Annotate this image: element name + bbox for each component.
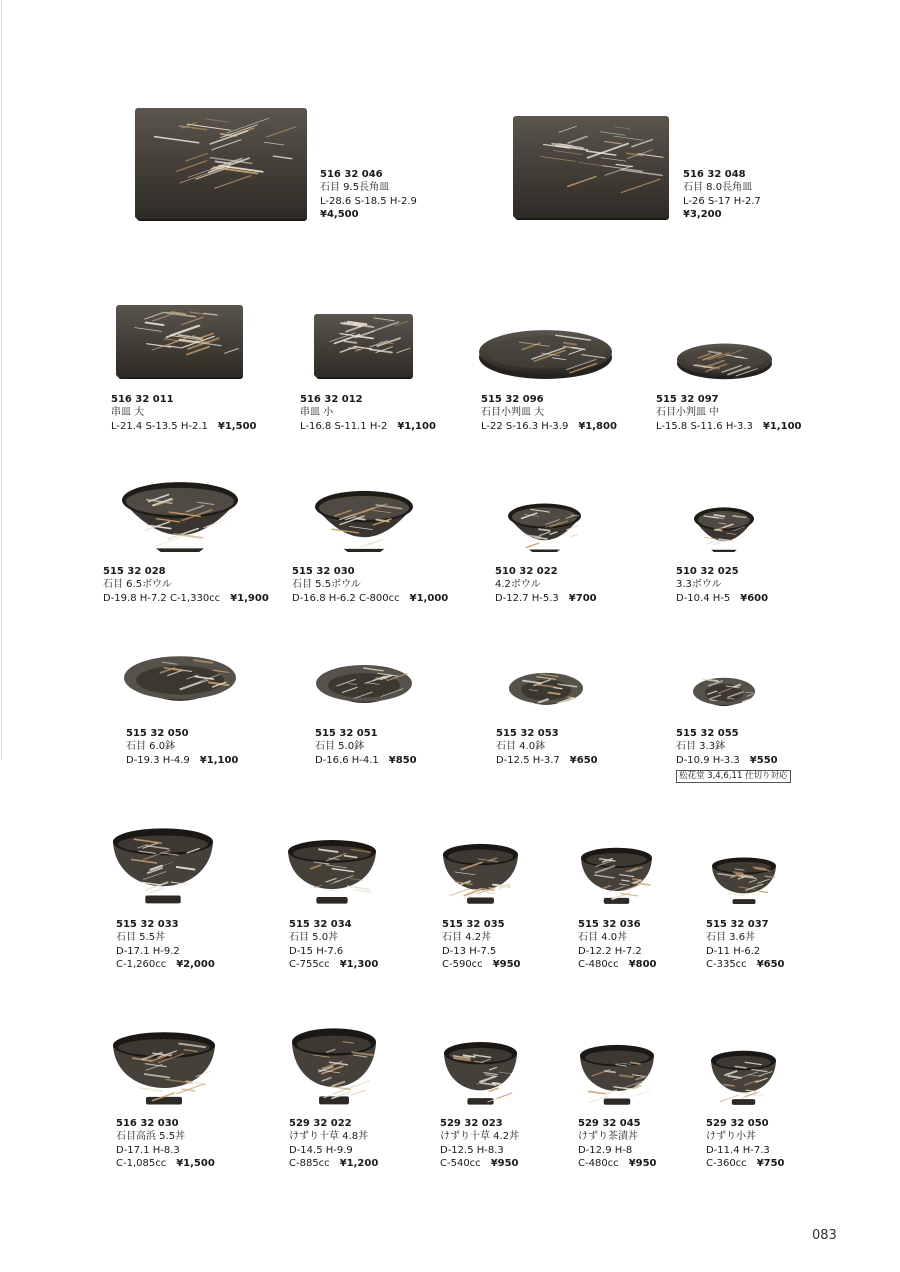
product-photo: [691, 677, 757, 715]
product-photo: [513, 116, 671, 222]
product-info: [683, 168, 761, 222]
product-size: D-10.9 H-3.3: [676, 754, 740, 766]
product-capacity: C-590cc: [442, 959, 483, 971]
product-code: 515 32 097: [656, 394, 719, 405]
product-image: [579, 846, 654, 905]
product-name: 石目 4.0鉢: [496, 741, 546, 753]
product-price: ¥600: [740, 592, 769, 604]
product-info: [300, 393, 436, 433]
product-code: 515 32 055: [676, 728, 739, 739]
product-info: [315, 727, 417, 767]
product-image: [506, 502, 583, 552]
product-code: 515 32 050: [126, 728, 189, 739]
product-price: ¥1,500: [217, 420, 257, 432]
product-capacity: C-755cc: [289, 959, 330, 971]
product-size: D-12.5 H-8.3: [440, 1144, 504, 1156]
product-image: [676, 342, 773, 380]
product-name: 石目 8.0長角皿: [683, 182, 753, 194]
product-name: 石目 4.2丼: [442, 932, 492, 944]
product-price: ¥1,100: [762, 420, 802, 432]
product-photo: [676, 342, 773, 380]
product-capacity: C-480cc: [578, 1158, 619, 1170]
product-info: [292, 565, 448, 605]
product-code: 510 32 025: [676, 566, 739, 577]
product-name: 石目高浜 5.5丼: [116, 1131, 186, 1143]
product-price: ¥1,000: [409, 592, 449, 604]
product-info: [116, 918, 215, 972]
product-code: 516 32 030: [116, 1118, 179, 1129]
product-photo: [314, 314, 415, 381]
product-name: 石目 5.0鉢: [315, 741, 365, 753]
product-name: 石目 3.3鉢: [676, 741, 726, 753]
product-name: 串皿 小: [300, 407, 334, 419]
product-code: 515 32 033: [116, 919, 179, 930]
product-name: 石目 6.0鉢: [126, 741, 176, 753]
product-photo: [692, 506, 756, 552]
product-image: [313, 489, 415, 552]
product-info: [578, 1117, 657, 1171]
product-name: けずり小丼: [706, 1131, 756, 1143]
product-image: [691, 677, 757, 715]
product-photo: [286, 838, 378, 905]
product-size: L-22 S-16.3 H-3.9: [481, 420, 569, 432]
product-name: 石目 3.6丼: [706, 932, 756, 944]
divider-compat-note: 松花堂 3,4,6,11 仕切り対応: [676, 770, 791, 783]
product-image: [314, 664, 414, 715]
product-price: ¥1,300: [339, 959, 379, 971]
product-capacity: C-480cc: [578, 959, 619, 971]
product-code: 515 32 051: [315, 728, 378, 739]
product-photo: [478, 328, 613, 380]
product-image: [709, 1049, 778, 1106]
product-image: [120, 480, 240, 552]
product-capacity: C-1,260cc: [116, 959, 167, 971]
product-name: 串皿 大: [111, 407, 145, 419]
product-code: 516 32 046: [320, 169, 383, 180]
product-info: [116, 1117, 215, 1171]
product-info: [495, 565, 597, 605]
product-size: D-15 H-7.6: [289, 945, 344, 957]
product-code: 515 32 037: [706, 919, 769, 930]
product-size: D-12.2 H-7.2: [578, 945, 642, 957]
product-image: [122, 655, 238, 715]
product-info: [656, 393, 801, 433]
product-code: 515 32 028: [103, 566, 166, 577]
product-size: D-12.7 H-5.3: [495, 592, 559, 604]
product-image: [441, 842, 520, 905]
product-info: [126, 727, 238, 767]
product-image: [578, 1043, 656, 1106]
product-photo: [313, 489, 415, 552]
product-size: D-10.4 H-5: [676, 592, 731, 604]
product-price: ¥550: [749, 754, 778, 766]
product-code: 515 32 034: [289, 919, 352, 930]
product-size: D-11.4 H-7.3: [706, 1144, 770, 1156]
product-price: ¥750: [756, 1158, 785, 1170]
product-size: D-16.8 H-6.2 C-800cc: [292, 592, 400, 604]
product-price: ¥950: [490, 1158, 519, 1170]
product-price: ¥1,100: [199, 754, 239, 766]
product-size: D-12.9 H-8: [578, 1144, 633, 1156]
product-code: 529 32 022: [289, 1118, 352, 1129]
product-image: [478, 328, 613, 380]
product-photo: [441, 842, 520, 905]
product-price: ¥950: [628, 1158, 657, 1170]
product-size: D-17.1 H-8.3: [116, 1144, 180, 1156]
product-capacity: C-540cc: [440, 1158, 481, 1170]
product-size: D-12.5 H-3.7: [496, 754, 560, 766]
product-image: [290, 1026, 378, 1106]
product-info: [442, 918, 521, 972]
product-info: [706, 918, 785, 972]
product-name: 石目 5.5ボウル: [292, 579, 361, 591]
product-code: 529 32 023: [440, 1118, 503, 1129]
product-image: [507, 672, 585, 715]
product-image: [513, 116, 671, 222]
product-size: D-17.1 H-9.2: [116, 945, 180, 957]
product-price: ¥1,100: [397, 420, 436, 432]
product-info: [111, 393, 256, 433]
product-capacity: C-335cc: [706, 959, 747, 971]
product-price: ¥1,900: [230, 592, 269, 604]
product-image: [286, 838, 378, 905]
product-code: 516 32 012: [300, 394, 363, 405]
product-name: けずり茶漬丼: [578, 1131, 638, 1143]
product-price: ¥650: [756, 959, 785, 971]
product-price: ¥800: [628, 959, 657, 971]
product-info: [103, 565, 269, 605]
product-image: [710, 856, 778, 905]
product-photo: [135, 108, 309, 223]
product-info: [706, 1117, 785, 1171]
product-photo: [709, 1049, 778, 1106]
product-size: L-15.8 S-11.6 H-3.3: [656, 420, 753, 432]
product-code: 516 32 048: [683, 169, 746, 180]
product-size: L-16.8 S-11.1 H-2: [300, 420, 388, 432]
product-name: 石目 6.5ボウル: [103, 579, 172, 591]
product-name: けずり十草 4.2丼: [440, 1131, 520, 1143]
product-code: 510 32 022: [495, 566, 558, 577]
product-size: L-28.6 S-18.5 H-2.9: [320, 195, 417, 207]
product-image: [692, 506, 756, 552]
product-info: [289, 918, 378, 972]
product-code: 529 32 050: [706, 1118, 769, 1129]
product-name: 石目 9.5長角皿: [320, 182, 390, 194]
product-photo: [710, 856, 778, 905]
product-photo: [442, 1040, 519, 1106]
product-image: [314, 314, 415, 381]
product-photo: [314, 664, 414, 715]
product-price: ¥1,500: [176, 1158, 215, 1170]
product-image: [111, 826, 215, 905]
product-info: [676, 727, 791, 783]
product-capacity: C-360cc: [706, 1158, 747, 1170]
product-image: [442, 1040, 519, 1106]
product-capacity: C-1,085cc: [116, 1158, 167, 1170]
product-price: ¥1,200: [339, 1158, 379, 1170]
product-size: D-19.3 H-4.9: [126, 754, 190, 766]
product-code: 515 32 035: [442, 919, 505, 930]
product-size: D-14.5 H-9.9: [289, 1144, 353, 1156]
product-info: [578, 918, 657, 972]
product-size: L-21.4 S-13.5 H-2.1: [111, 420, 208, 432]
product-info: [320, 168, 417, 222]
product-price: ¥3,200: [683, 209, 722, 221]
product-code: 515 32 036: [578, 919, 641, 930]
product-size: D-16.6 H-4.1: [315, 754, 379, 766]
product-code: 515 32 096: [481, 394, 544, 405]
product-price: ¥700: [568, 592, 597, 604]
product-photo: [579, 846, 654, 905]
product-photo: [507, 672, 585, 715]
product-price: ¥1,800: [578, 420, 617, 432]
product-photo: [122, 655, 238, 715]
product-price: ¥850: [388, 754, 417, 766]
product-info: [289, 1117, 378, 1171]
page-number: 083: [812, 1228, 837, 1243]
product-size: D-19.8 H-7.2 C-1,330cc: [103, 592, 221, 604]
product-name: 3.3ボウル: [676, 579, 722, 591]
product-photo: [120, 480, 240, 552]
product-photo: [116, 305, 245, 381]
product-image: [116, 305, 245, 381]
product-name: 石目 5.5丼: [116, 932, 166, 944]
page-edge-line: [1, 0, 2, 760]
product-photo: [111, 1030, 217, 1106]
product-price: ¥650: [569, 754, 598, 766]
product-name: 4.2ボウル: [495, 579, 541, 591]
product-photo: [506, 502, 583, 552]
product-code: 515 32 053: [496, 728, 559, 739]
product-price: ¥2,000: [176, 959, 215, 971]
product-name: 石目 5.0丼: [289, 932, 339, 944]
product-size: D-11 H-6.2: [706, 945, 761, 957]
product-code: 529 32 045: [578, 1118, 641, 1129]
product-name: 石目小判皿 大: [481, 407, 545, 419]
product-price: ¥4,500: [320, 209, 359, 221]
product-name: 石目 4.0丼: [578, 932, 628, 944]
product-info: [496, 727, 598, 767]
product-code: 515 32 030: [292, 566, 355, 577]
product-image: [135, 108, 309, 223]
product-photo: [290, 1026, 378, 1106]
product-size: L-26 S-17 H-2.7: [683, 195, 761, 207]
product-name: けずり十草 4.8丼: [289, 1131, 369, 1143]
product-name: 石目小判皿 中: [656, 407, 720, 419]
product-image: [111, 1030, 217, 1106]
product-price: ¥950: [492, 959, 521, 971]
product-photo: [111, 826, 215, 905]
product-code: 516 32 011: [111, 394, 174, 405]
product-size: D-13 H-7.5: [442, 945, 497, 957]
product-info: [676, 565, 768, 605]
product-info: [440, 1117, 519, 1171]
product-info: [481, 393, 617, 433]
product-photo: [578, 1043, 656, 1106]
product-capacity: C-885cc: [289, 1158, 330, 1170]
